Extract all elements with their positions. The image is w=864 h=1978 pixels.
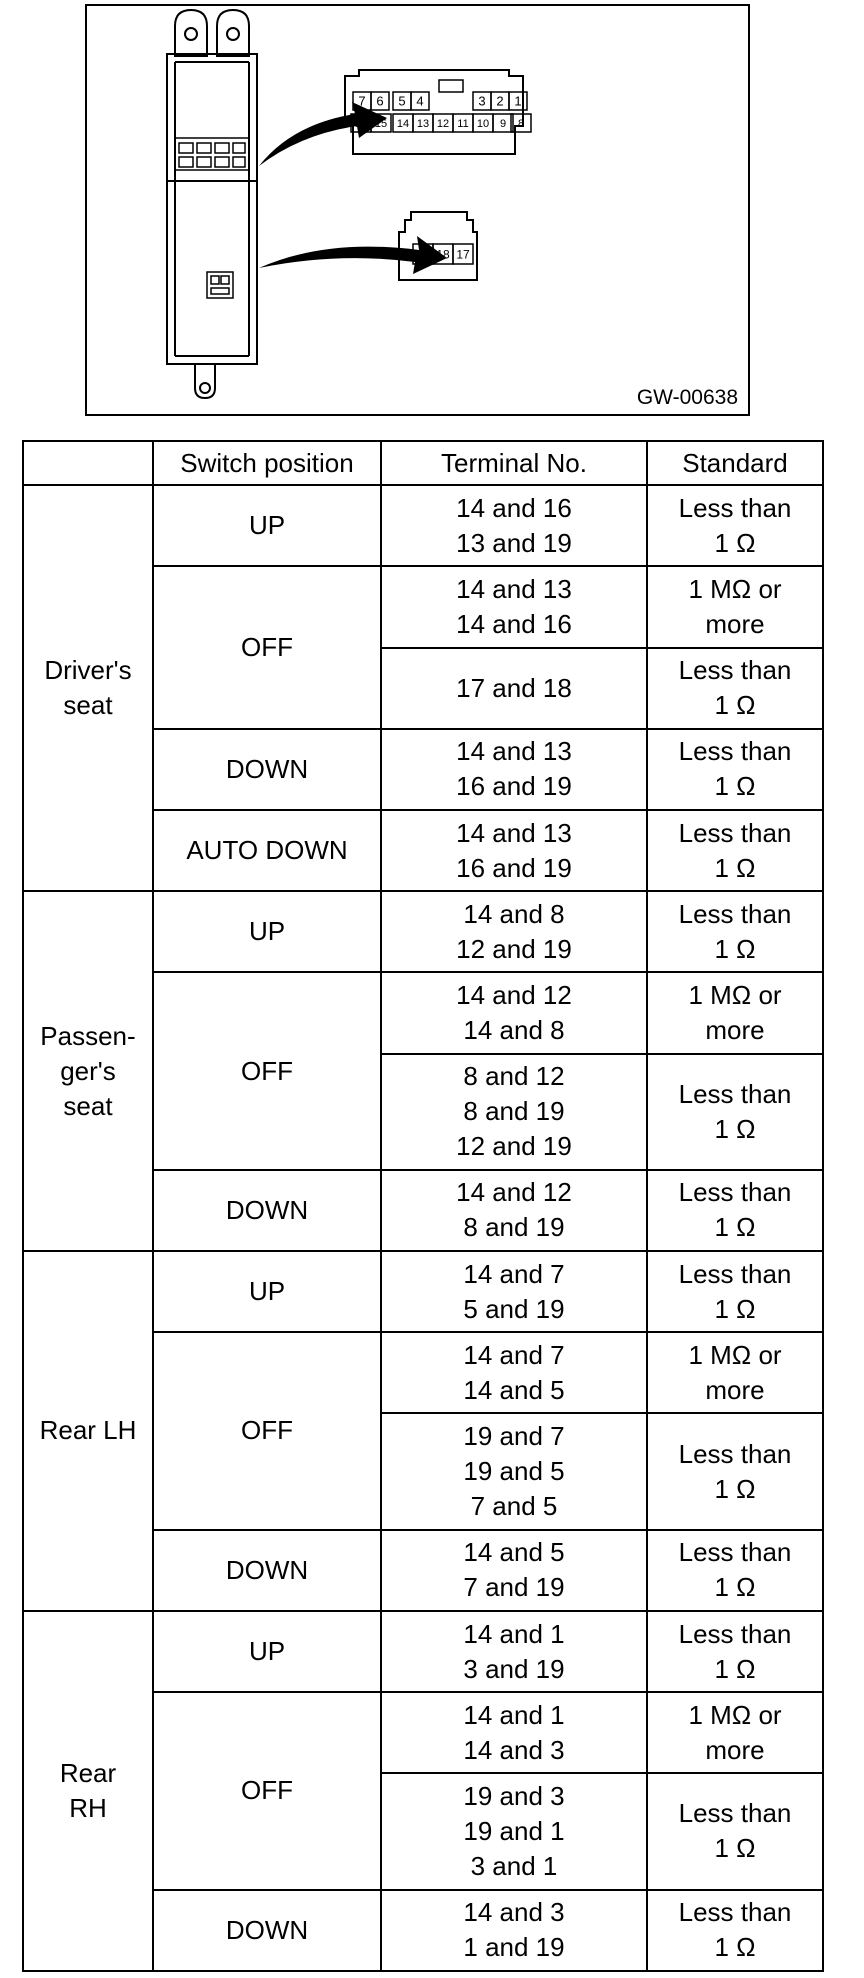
- standard-cell: 1 MΩ or more: [647, 972, 823, 1053]
- position-cell: OFF: [153, 1692, 381, 1890]
- pin-a-8-label: 8: [517, 117, 525, 130]
- standard-cell: Less than 1 Ω: [647, 1530, 823, 1611]
- position-cell: UP: [153, 485, 381, 566]
- terminal-cell: 19 and 7 19 and 5 7 and 5: [381, 1413, 647, 1529]
- switch-port-upper: [175, 138, 249, 170]
- group-rear-lh: Rear LH: [23, 1251, 153, 1611]
- terminal-cell: 14 and 8 12 and 19: [381, 891, 647, 972]
- pin-b-18-label: 18: [436, 247, 450, 262]
- table-row: [23, 891, 823, 972]
- pin-a-1-label: 1: [514, 93, 522, 109]
- terminal-cell: 14 and 16 13 and 19: [381, 485, 647, 566]
- terminal-cell: 14 and 3 1 and 19: [381, 1890, 647, 1971]
- standard-cell: Less than 1 Ω: [647, 1054, 823, 1170]
- position-cell: OFF: [153, 1332, 381, 1530]
- standard-cell: 1 MΩ or more: [647, 1332, 823, 1413]
- standard-cell: Less than 1 Ω: [647, 1611, 823, 1692]
- group-rear-rh: Rear RH: [23, 1611, 153, 1971]
- standard-cell: Less than 1 Ω: [647, 729, 823, 810]
- header-standard: Standard: [647, 441, 823, 485]
- standard-cell: 1 MΩ or more: [647, 566, 823, 647]
- standard-cell: Less than 1 Ω: [647, 1773, 823, 1889]
- standard-cell: Less than 1 Ω: [647, 810, 823, 891]
- position-cell: UP: [153, 891, 381, 972]
- terminal-cell: 14 and 12 8 and 19: [381, 1170, 647, 1251]
- pin-b-17-label: 17: [456, 247, 470, 262]
- terminal-cell: 17 and 18: [381, 648, 647, 729]
- header-terminal-no: Terminal No.: [381, 441, 647, 485]
- terminal-cell: 14 and 7 5 and 19: [381, 1251, 647, 1332]
- spec-table: [22, 440, 824, 1972]
- standard-cell: Less than 1 Ω: [647, 1413, 823, 1529]
- connector-a-labels: [355, 94, 524, 130]
- position-cell: AUTO DOWN: [153, 810, 381, 891]
- terminal-cell: 14 and 13 16 and 19: [381, 810, 647, 891]
- pin-a-11-label: 11: [457, 117, 469, 130]
- pin-a-13-label: 13: [416, 117, 430, 130]
- standard-cell: Less than 1 Ω: [647, 1170, 823, 1251]
- pin-a-7-label: 7: [358, 93, 366, 109]
- pin-a-12-label: 12: [436, 117, 450, 130]
- position-cell: DOWN: [153, 1170, 381, 1251]
- table-row: [23, 1251, 823, 1332]
- pin-a-16-label: 16: [354, 117, 368, 130]
- arrow-icon-upper: [259, 102, 387, 166]
- pin-a-15-label: 15: [374, 117, 388, 130]
- terminal-cell: 14 and 1 3 and 19: [381, 1611, 647, 1692]
- terminal-cell: 8 and 12 8 and 19 12 and 19: [381, 1054, 647, 1170]
- terminal-cell: 14 and 13 14 and 16: [381, 566, 647, 647]
- table-header-row: [23, 441, 823, 485]
- connector-b: [399, 212, 477, 280]
- position-cell: DOWN: [153, 729, 381, 810]
- position-cell: DOWN: [153, 1530, 381, 1611]
- pin-a-9-label: 9: [499, 117, 507, 130]
- table-row: [23, 485, 823, 566]
- pin-a-5-label: 5: [398, 93, 406, 109]
- standard-cell: Less than 1 Ω: [647, 1251, 823, 1332]
- terminal-cell: 14 and 1 14 and 3: [381, 1692, 647, 1773]
- position-cell: UP: [153, 1611, 381, 1692]
- position-cell: OFF: [153, 566, 381, 728]
- terminal-cell: 14 and 7 14 and 5: [381, 1332, 647, 1413]
- header-switch-position: Switch position: [153, 441, 381, 485]
- terminal-cell: 14 and 13 16 and 19: [381, 729, 647, 810]
- terminal-cell: 14 and 5 7 and 19: [381, 1530, 647, 1611]
- group-drivers-seat: Driver's seat: [23, 485, 153, 891]
- pin-a-6-label: 6: [376, 93, 384, 109]
- switch-diagram: [85, 4, 750, 416]
- pin-b-19-label: 19: [416, 247, 430, 262]
- position-cell: UP: [153, 1251, 381, 1332]
- switch-port-lower: [207, 272, 233, 298]
- terminal-cell: 19 and 3 19 and 1 3 and 1: [381, 1773, 647, 1889]
- table-row: [23, 1611, 823, 1692]
- standard-cell: Less than 1 Ω: [647, 891, 823, 972]
- terminal-cell: 14 and 12 14 and 8: [381, 972, 647, 1053]
- standard-cell: 1 MΩ or more: [647, 1692, 823, 1773]
- standard-cell: Less than 1 Ω: [647, 648, 823, 729]
- pin-a-14-label: 14: [396, 117, 410, 130]
- pin-a-4-label: 4: [416, 93, 424, 109]
- figure-code: GW-00638: [636, 386, 738, 409]
- position-cell: DOWN: [153, 1890, 381, 1971]
- pin-a-3-label: 3: [478, 93, 486, 109]
- pin-a-10-label: 10: [476, 117, 490, 130]
- standard-cell: Less than 1 Ω: [647, 485, 823, 566]
- group-passengers-seat: Passen- ger's seat: [23, 891, 153, 1251]
- header-blank: [23, 441, 153, 485]
- connector-b-labels: [416, 247, 470, 261]
- standard-cell: Less than 1 Ω: [647, 1890, 823, 1971]
- switch-body: [167, 10, 257, 398]
- position-cell: OFF: [153, 972, 381, 1170]
- pin-a-2-label: 2: [496, 93, 504, 109]
- switch-illustration: [87, 6, 748, 414]
